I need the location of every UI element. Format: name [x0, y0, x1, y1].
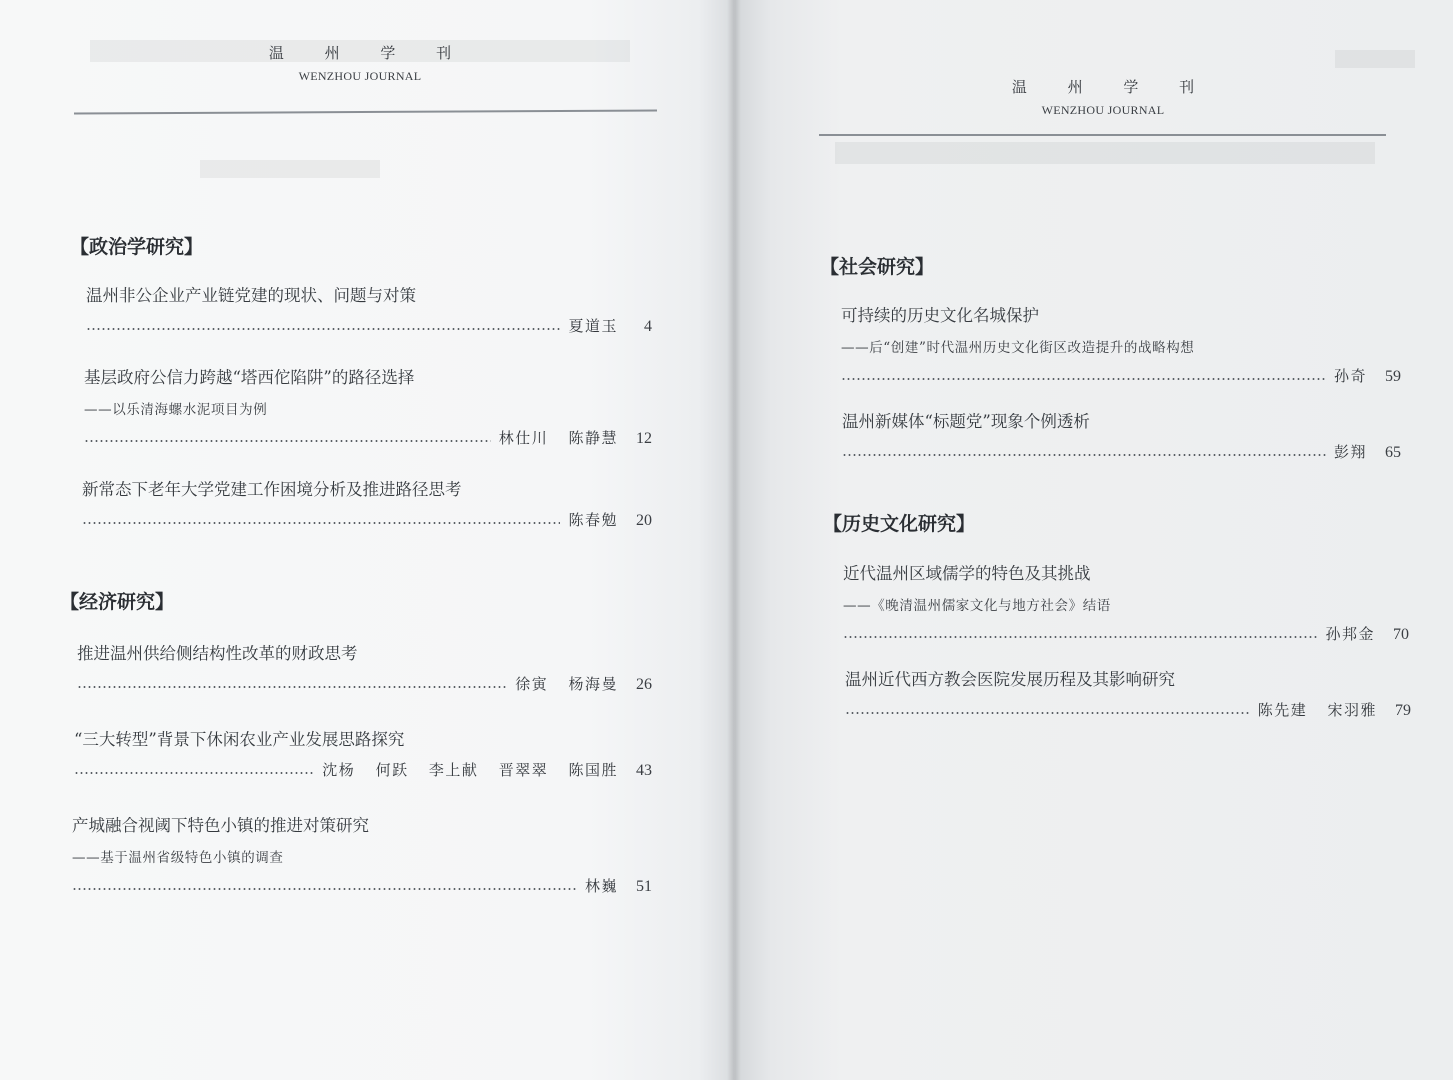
journal-subtitle: WENZHOU JOURNAL	[1041, 103, 1165, 117]
page-number: 79	[1395, 702, 1411, 719]
page-number: 26	[636, 676, 652, 693]
toc-leader-line	[72, 875, 652, 896]
toc-leader-line	[841, 365, 1401, 386]
journal-subtitle: WENZHOU JOURNAL	[298, 69, 422, 83]
article-authors	[1334, 365, 1367, 386]
article-authors	[585, 875, 618, 896]
dot-leader	[77, 686, 507, 688]
page-number: 43	[636, 762, 652, 779]
dot-leader	[86, 328, 560, 330]
article-title: 推进温州供给侧结构性改革的财政思考	[77, 644, 358, 663]
page-number: 65	[1385, 444, 1401, 461]
article-subtitle: ——《晚清温州儒家文化与地方社会》结语	[843, 598, 1111, 614]
author-name: 杨海曼	[568, 675, 618, 693]
toc-entry[interactable]	[842, 408, 1401, 462]
article-authors	[515, 673, 618, 694]
article-authors	[1258, 699, 1377, 720]
journal-title: 温 州 学 刊	[1011, 78, 1213, 96]
dot-leader	[842, 454, 1326, 456]
dot-leader	[72, 888, 577, 890]
article-title: 基层政府公信力跨越“塔西佗陷阱”的路径选择	[84, 368, 415, 387]
journal-header-right	[993, 76, 1213, 118]
right-page	[735, 0, 1453, 1080]
toc-entry[interactable]	[86, 282, 652, 336]
section-heading: 【社会研究】	[820, 256, 935, 278]
article-title: 产城融合视阈下特色小镇的推进对策研究	[72, 816, 369, 835]
header-rule-right	[819, 134, 1386, 136]
journal-header-left	[250, 42, 470, 84]
article-title: “三大转型”背景下休闲农业产业发展思路探究	[74, 730, 405, 749]
article-subtitle: ——基于温州省级特色小镇的调查	[72, 850, 284, 866]
page-number: 59	[1385, 368, 1401, 385]
author-name: 林巍	[584, 877, 618, 895]
page-number: 51	[636, 878, 652, 895]
toc-leader-line	[84, 427, 652, 448]
toc-leader-line	[74, 759, 652, 780]
author-name: 夏道玉	[568, 317, 618, 335]
article-title: 新常态下老年大学党建工作困境分析及推进路径思考	[82, 480, 462, 499]
author-name: 孙奇	[1333, 367, 1367, 385]
author-name: 彭翔	[1333, 443, 1367, 461]
article-title: 温州非公企业产业链党建的现状、问题与对策	[86, 286, 416, 305]
article-authors	[322, 759, 618, 780]
dot-leader	[843, 636, 1317, 638]
author-name: 宋羽雅	[1327, 701, 1377, 719]
toc-entry[interactable]	[74, 726, 652, 780]
toc-entry[interactable]	[841, 302, 1401, 386]
toc-entry[interactable]	[843, 560, 1409, 644]
toc-leader-line	[843, 623, 1409, 644]
article-authors	[499, 427, 618, 448]
article-authors	[1325, 623, 1375, 644]
author-name: 陈静慧	[568, 429, 618, 447]
author-name: 陈春勉	[568, 511, 618, 529]
article-authors	[568, 315, 618, 336]
article-title: 可持续的历史文化名城保护	[841, 306, 1039, 325]
author-name: 徐寅	[515, 675, 549, 693]
toc-leader-line	[86, 315, 652, 336]
article-authors	[568, 509, 618, 530]
dot-leader	[841, 378, 1326, 380]
section-heading: 【历史文化研究】	[823, 513, 976, 535]
dot-leader	[74, 772, 314, 774]
author-name: 沈杨	[322, 761, 356, 779]
page-number: 20	[636, 512, 652, 529]
article-subtitle: ——以乐清海螺水泥项目为例	[84, 402, 268, 418]
article-title: 温州新媒体“标题党”现象个例透析	[842, 412, 1090, 431]
book-spine-shadow	[727, 0, 741, 1080]
toc-leader-line	[845, 699, 1411, 720]
header-rule-left	[74, 109, 657, 114]
toc-entry[interactable]	[84, 364, 652, 448]
author-name: 晋翠翠	[498, 761, 549, 779]
toc-entry[interactable]	[77, 640, 652, 694]
section-heading: 【政治学研究】	[70, 236, 204, 258]
author-name: 陈国胜	[568, 761, 618, 779]
toc-leader-line	[82, 509, 652, 530]
dot-leader	[82, 522, 560, 524]
author-name: 林仕川	[498, 429, 549, 447]
toc-leader-line	[842, 441, 1401, 462]
author-name: 孙邦金	[1325, 625, 1375, 643]
article-title: 温州近代西方教会医院发展历程及其影响研究	[845, 670, 1175, 689]
author-name: 何跃	[375, 761, 409, 779]
toc-entry[interactable]	[845, 666, 1411, 720]
page-number: 12	[636, 430, 652, 447]
dot-leader	[845, 712, 1250, 714]
article-subtitle: ——后“创建”时代温州历史文化街区改造提升的战略构想	[841, 340, 1195, 356]
author-name: 李上献	[428, 761, 479, 779]
toc-leader-line	[77, 673, 652, 694]
dot-leader	[84, 440, 491, 442]
article-title: 近代温州区域儒学的特色及其挑战	[843, 564, 1091, 583]
toc-entry[interactable]	[82, 476, 652, 530]
section-heading: 【经济研究】	[60, 591, 175, 613]
author-name: 陈先建	[1257, 701, 1308, 719]
page-number: 4	[644, 318, 652, 335]
page-number: 70	[1393, 626, 1409, 643]
journal-title: 温 州 学 刊	[268, 44, 470, 62]
toc-entry[interactable]	[72, 812, 652, 896]
article-authors	[1334, 441, 1367, 462]
